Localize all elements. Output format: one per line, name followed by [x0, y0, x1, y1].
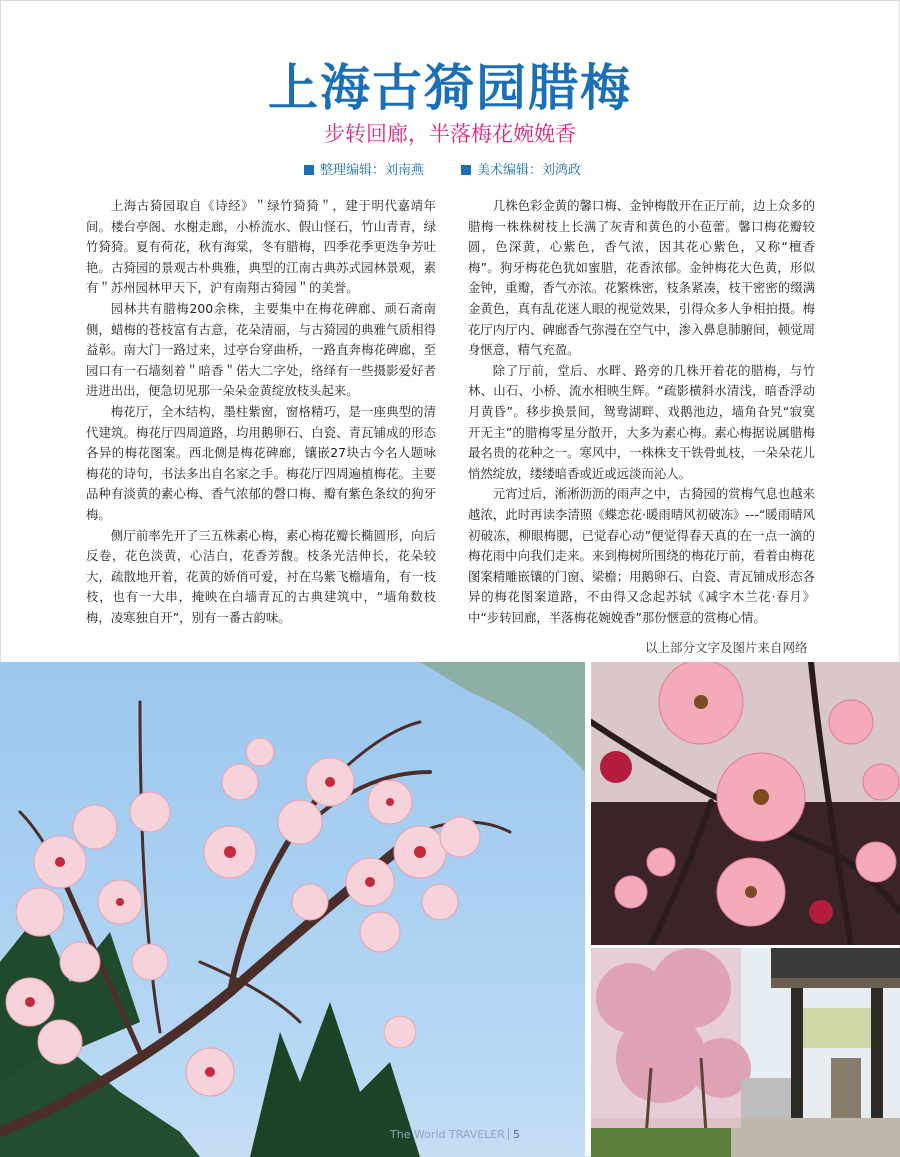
paragraph: 除了厅前，堂后、水畔、路旁的几株开着花的腊梅，与竹林、山石、小桥、流水相映生辉。“疏影横斜水清浅，暗香浮动月黄昏”。移步换景间，鸳鸯湖畔、戏鹅池边，墙角旮旯“寂寞开无主”的腊梅零星分散开，大多为素心梅。素心梅据说属腊梅最名贵的花种之一。寒风中，一株株支干铁骨虬枝，一朵朵花儿悄然绽放，缕缕暗香或近或远淡而沁人。	[468, 362, 815, 481]
garden-gate-illustration	[591, 948, 900, 1157]
source-note: 以上部分文字及图片来自网络	[645, 640, 808, 655]
paragraph: 几株色彩金黄的馨口梅、金钟梅散开在正厅前，边上众多的腊梅一株株树枝上长满了灰青和黄色的小苞蕾。馨口梅花瓣较圆，色深黄，心紫色，香气浓，因其花心紫色，又称“檀香梅”。狗牙梅花色犹如蜜腊，花香浓郁。金钟梅花大色黄，形似金钟，重瓣，香气亦浓。花繁株密，枝条紧凑，枝干密密的缀满金黄色，真有乱花迷人眼的视觉效果，引得众多人争相拍摄。梅花厅内厅内、碑廊香气弥漫在空气中，渗入鼻息肺腑间，顿觉周身惬意，精气充盈。	[468, 198, 815, 358]
editor-right-label: 美术编辑：刘鸿政	[477, 163, 582, 178]
paragraph: 上海古猗园取自《诗经》＂绿竹猗猗＂，建于明代嘉靖年间。楼台亭阁、水榭走廊，小桥流水、假山怪石，竹山青青，绿竹猗猗。夏有荷花，秋有海棠，冬有腊梅，四季花季更迭争芳吐艳。古猗园的景观古朴典雅，典型的江南古典苏式园林景观，素有＂苏州园林甲天下，沪有南翔古猗园＂的美誉。	[86, 198, 436, 296]
editor-credit-compiler	[304, 159, 424, 178]
footer-divider	[508, 1128, 509, 1140]
article-column-left	[86, 196, 436, 628]
article-column-right	[468, 196, 815, 628]
plum-blossom-photo-main	[0, 662, 585, 1157]
magazine-name: The World TRAVELER	[390, 1128, 505, 1141]
article-subtitle: 步转回廊，半落梅花婉娩香	[324, 122, 576, 146]
plum-blossom-closeup-illustration	[591, 662, 900, 945]
paragraph: 侧厅前率先开了三五株素心梅，素心梅花瓣长椭圆形，向后反卷，花色淡黄，心洁白，花香芳馥。枝条光洁伸长，花朵较大，疏散地开着，花黄的娇俏可爱，衬在乌紫飞檐墙角，有一枝枝，也有一大串，掩映在白墙青瓦的古典建筑中，“墙角数枝梅，凌寒独自开”，别有一番古韵味。	[86, 527, 436, 625]
plum-blossom-photo-closeup	[591, 662, 900, 945]
paragraph: 园林共有腊梅200余株，主要集中在梅花碑廊、顽石斋南侧，蜡梅的苍枝富有古意，花朵清丽，与古猗园的典雅气质相得益彰。南大门一路过来，过亭台穿曲桥，一路直奔梅花碑廊，至园口有一石墙刻着＂暗香＂偌大二字处，络绎有一些摄影爱好者进进出出，便急切见那一朵朵金黄绽放枝头起来。	[86, 300, 436, 399]
page-footer	[390, 1128, 520, 1141]
plum-blossom-illustration	[0, 662, 585, 1157]
paragraph: 元宵过后，淅淅沥沥的雨声之中，古猗园的赏梅气息也越来越浓，此时再读李清照《蝶恋花·暖雨晴风初破冻》---“暖雨晴风初破冻，柳眼梅腮，已觉春心动”便觉得春天真的在一点一滴的梅花雨中向我们走来。来到梅树所围绕的梅花厅前，看着由梅花图案精雕嵌镶的门窗、梁檐；用鹅卵石、白瓷、青瓦铺成形态各异的梅花图案道路，不由得又念起苏轼《减字木兰花·春月》中“步转回廊，半落梅花婉娩香”那份惬意的赏梅心情。	[468, 486, 815, 625]
garden-gate-photo	[591, 948, 900, 1157]
editor-left-label: 整理编辑：刘南燕	[320, 163, 425, 178]
square-bullet-icon	[304, 165, 314, 175]
paragraph: 梅花厅，全木结构，墨柱紫窗，窗格精巧，是一座典型的清代建筑。梅花厅四周道路，均用鹅卵石、白瓷、青瓦铺成的形态各异的梅花图案。西北侧是梅花碑廊，镶嵌27块古今名人题咏梅花的诗句，书法多出自名家之手。梅花厅四周遍植梅花。主要品种有淡黄的素心梅、香气浓郁的磬口梅、瓣有紫色条纹的狗牙梅。	[86, 403, 436, 522]
square-bullet-icon	[461, 165, 471, 175]
editor-credit-art	[461, 159, 581, 178]
page-number: 5	[512, 1128, 520, 1141]
article-title: 上海古猗园腊梅	[268, 59, 632, 117]
